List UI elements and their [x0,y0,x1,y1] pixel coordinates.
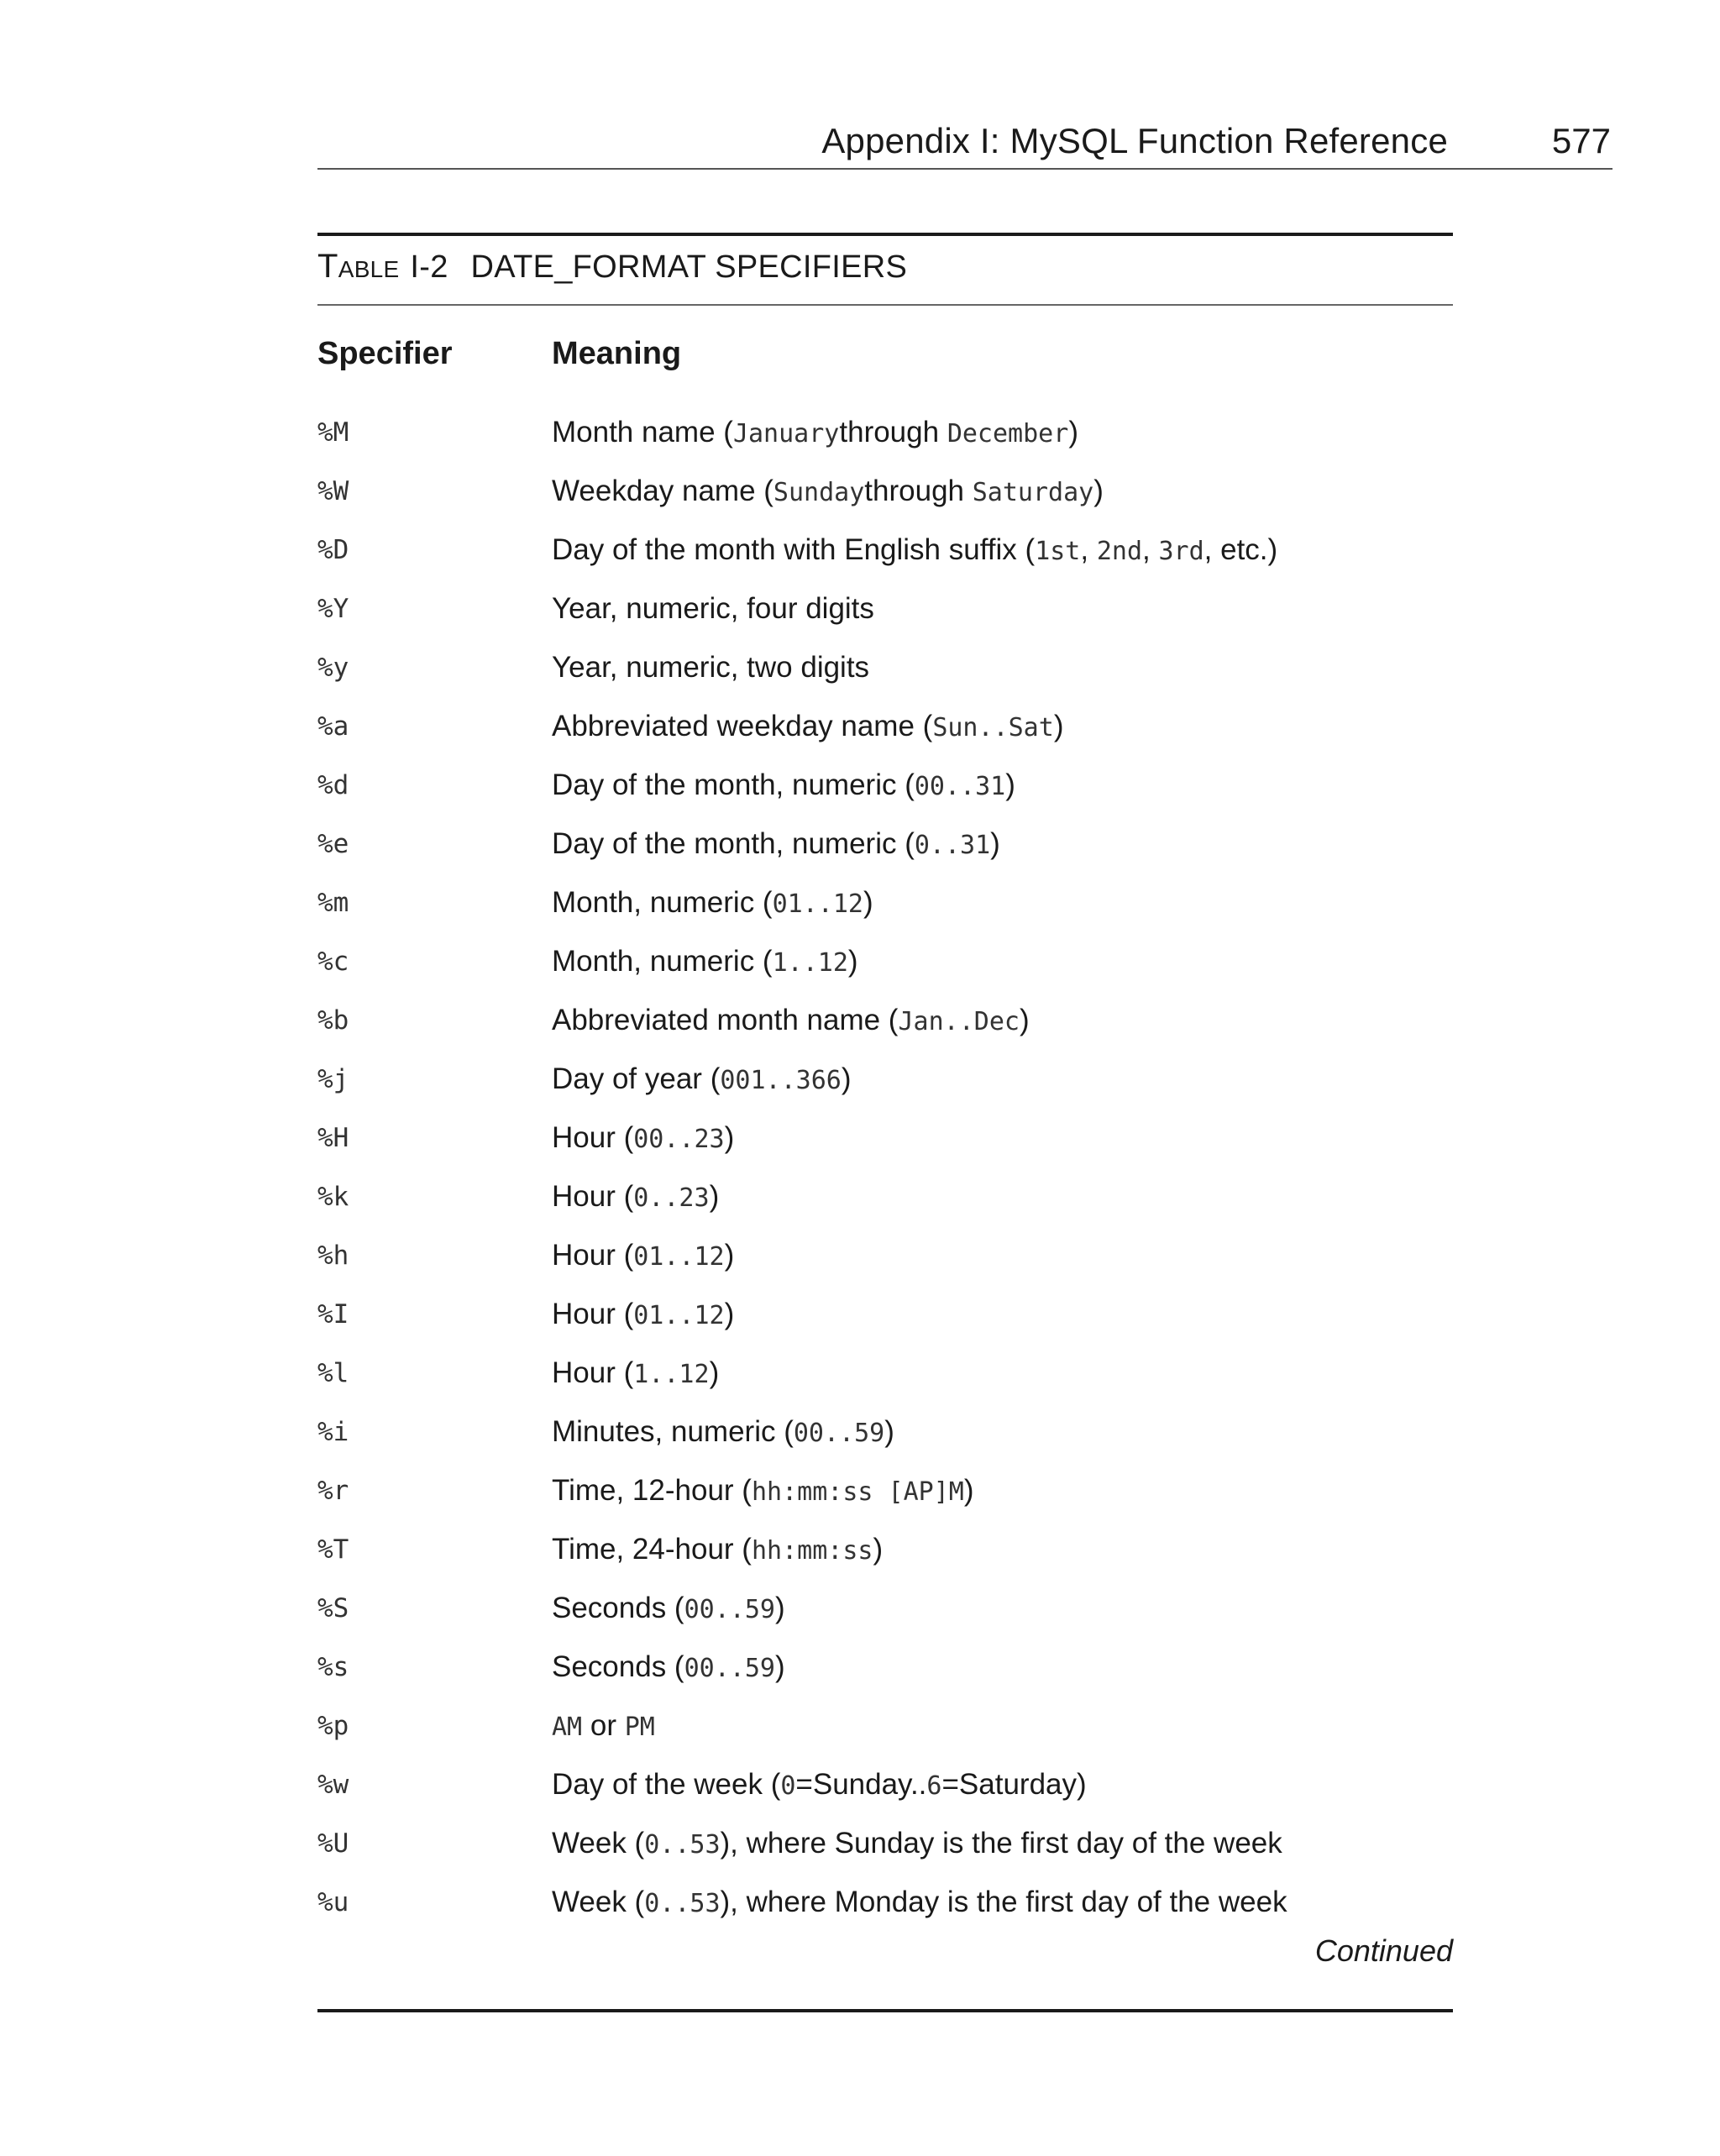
meaning-text: Seconds ( [552,1592,684,1624]
table-row [317,521,1453,580]
meaning-cell [552,475,1104,508]
specifier-cell: %u [317,1887,349,1917]
meaning-cell [552,710,1063,743]
code-literal: hh:mm:ss [AP]M [751,1477,964,1507]
table-row [317,697,1453,756]
meaning-text: ) [774,1592,785,1624]
table-row [317,1461,1453,1520]
meaning-text: Day of the month with English suffix ( [552,533,1036,566]
meaning-text: Weekday name ( [552,475,773,507]
code-literal: 00..59 [684,1595,775,1624]
code-literal: December [947,419,1069,449]
meaning-text: Week ( [552,1827,645,1860]
table-row [317,815,1453,873]
meaning-text: Hour ( [552,1356,634,1389]
table-row [317,756,1453,815]
specifier-cell: %I [317,1299,349,1330]
table-row [317,1873,1453,1932]
code-literal: 0..53 [644,1889,721,1918]
specifier-cell: %H [317,1123,349,1153]
code-literal: Sun..Sat [932,713,1054,742]
meaning-cell [552,592,874,626]
specifier-cell: %i [317,1417,349,1447]
meaning-text: Hour ( [552,1180,634,1213]
meaning-cell [552,1474,973,1508]
specifier-cell: %y [317,653,349,683]
code-literal: Sunday [773,478,865,507]
code-literal: January [732,419,840,449]
code-literal: 1st [1035,537,1081,566]
meaning-cell [552,651,869,685]
specifier-cell: %D [317,535,349,565]
table-row [317,1226,1453,1285]
meaning-cell [552,533,1277,567]
continued-label: Continued [1314,1933,1453,1968]
code-literal: AM [552,1713,583,1742]
table-row [317,1579,1453,1638]
meaning-text: ) [724,1239,735,1272]
meaning-cell [552,1709,655,1743]
specifier-cell: %M [317,417,349,448]
meaning-text: =Sunday.. [795,1768,927,1801]
meaning-cell [552,1121,734,1155]
code-literal: 0..23 [633,1183,710,1213]
meaning-text: Month name ( [552,416,733,449]
specifier-cell: %p [317,1711,349,1741]
specifier-cell: %d [317,770,349,800]
caption-title: DATE_FORMAT SPECIFIERS [470,249,908,285]
meaning-text: ) [1093,475,1104,507]
meaning-text: ) [1053,710,1064,742]
meaning-cell [552,1650,785,1684]
meaning-text: Time, 12-hour ( [552,1474,752,1507]
column-header-specifier: Specifier [317,336,453,371]
meaning-cell [552,1592,785,1625]
specifier-cell: %m [317,888,349,918]
specifier-cell: %b [317,1005,349,1036]
meaning-text: Abbreviated month name ( [552,1004,899,1036]
meaning-cell [552,1827,1282,1860]
meaning-text: ) [1068,416,1078,449]
meaning-text: ) [884,1415,894,1448]
meaning-text: ) [963,1474,974,1507]
table-row [317,1167,1453,1226]
meaning-text: ), where Sunday is the first day of the week [720,1827,1282,1860]
meaning-text: Seconds ( [552,1650,684,1683]
meaning-text: Time, 24-hour ( [552,1533,752,1566]
meaning-text: Day of the month, numeric ( [552,769,915,801]
code-literal: 3rd [1158,537,1204,566]
meaning-cell [552,827,1000,861]
meaning-text: Day of the week ( [552,1768,781,1801]
meaning-text: ) [1019,1004,1030,1036]
table-row [317,932,1453,991]
table-row [317,1050,1453,1109]
specifier-cell: %w [317,1770,349,1800]
code-literal: 0..31 [914,831,991,860]
table-row [317,1109,1453,1167]
table-row [317,873,1453,932]
specifier-cell: %W [317,476,349,506]
specifier-cell: %j [317,1064,349,1094]
table-row [317,403,1453,462]
code-literal: 001..366 [720,1066,842,1095]
table-row [317,462,1453,521]
meaning-cell [552,416,1078,449]
specifier-cell: %e [317,829,349,859]
caption-prefix: Table [317,248,400,285]
table-top-rule [317,233,1453,236]
meaning-cell [552,1768,1087,1802]
meaning-text: Hour ( [552,1239,634,1272]
meaning-text: ) [847,945,858,978]
meaning-text: ) [709,1180,720,1213]
meaning-cell [552,1298,734,1331]
code-literal: 0..53 [644,1830,721,1860]
code-literal: 00..59 [793,1419,885,1448]
table-bottom-rule [317,2009,1453,2012]
running-header [317,116,1612,170]
meaning-text: Abbreviated weekday name ( [552,710,933,742]
code-literal: 1..12 [633,1360,710,1389]
meaning-text: Hour ( [552,1121,634,1154]
column-header-meaning: Meaning [552,336,682,371]
meaning-text: Month, numeric ( [552,945,773,978]
page-number: 577 [1551,121,1611,160]
code-literal: Saturday [972,478,1094,507]
code-literal: 01..12 [633,1242,725,1272]
meaning-text: , etc.) [1203,533,1278,566]
meaning-cell [552,886,873,920]
specifier-cell: %h [317,1241,349,1271]
table-row [317,580,1453,638]
meaning-cell [552,1356,719,1390]
code-literal: PM [624,1713,655,1742]
meaning-text: Week ( [552,1886,645,1918]
meaning-text: , [1142,533,1159,566]
meaning-text: through [864,475,973,507]
specifier-cell: %l [317,1358,349,1388]
table-row [317,1697,1453,1755]
code-literal: 1..12 [772,948,848,978]
code-literal: 0 [780,1771,796,1801]
table-row [317,1638,1453,1697]
table-row [317,1520,1453,1579]
meaning-text: ) [724,1121,735,1154]
table-row [317,1344,1453,1403]
meaning-text: through [839,416,947,449]
meaning-text: Minutes, numeric ( [552,1415,794,1448]
code-literal: 00..31 [914,772,1006,801]
meaning-text: Month, numeric ( [552,886,773,919]
specifier-cell: %r [317,1476,349,1506]
specifier-cell: %c [317,947,349,977]
meaning-text: , [1080,533,1097,566]
specifier-cell: %S [317,1593,349,1624]
specifier-cell: %k [317,1182,349,1212]
meaning-text: ), where Monday is the first day of the week [720,1886,1287,1918]
meaning-text: or [582,1709,625,1742]
specifier-cell: %T [317,1534,349,1565]
meaning-text: ) [724,1298,735,1330]
table-body [317,403,1453,1932]
meaning-text: =Saturday) [941,1768,1087,1801]
meaning-text: ) [873,1533,884,1566]
meaning-cell [552,769,1015,802]
meaning-text: Year, numeric, two digits [552,651,870,684]
meaning-cell [552,1062,852,1096]
code-literal: 00..23 [633,1125,725,1154]
meaning-cell [552,1886,1287,1919]
meaning-text: ) [990,827,1000,860]
table-row [317,1755,1453,1814]
code-literal: hh:mm:ss [751,1536,873,1566]
code-literal: 2nd [1096,537,1143,566]
meaning-text: ) [709,1356,720,1389]
meaning-text: Hour ( [552,1298,634,1330]
code-literal: 01..12 [772,889,863,919]
specifier-cell: %Y [317,594,349,624]
running-title: Appendix I: MySQL Function Reference [821,121,1448,160]
specifier-cell: %U [317,1828,349,1859]
meaning-text: ) [841,1062,852,1095]
code-literal: 01..12 [633,1301,725,1330]
meaning-text: ) [774,1650,785,1683]
meaning-text: Year, numeric, four digits [552,592,874,625]
table-row [317,1814,1453,1873]
table-row [317,1403,1453,1461]
table-row [317,638,1453,697]
meaning-cell [552,1004,1030,1037]
table-row [317,1285,1453,1344]
meaning-text: Day of the month, numeric ( [552,827,915,860]
meaning-cell [552,945,858,978]
meaning-text: Day of year ( [552,1062,721,1095]
code-literal: 00..59 [684,1654,775,1683]
table-caption [317,248,907,286]
meaning-text: ) [1005,769,1015,801]
meaning-text: ) [863,886,873,919]
meaning-cell [552,1533,883,1566]
table-row [317,991,1453,1050]
caption-rule [317,304,1453,306]
code-literal: Jan..Dec [898,1007,1020,1036]
caption-number: I-2 [410,249,448,285]
code-literal: 6 [926,1771,942,1801]
meaning-cell [552,1239,734,1272]
meaning-cell [552,1415,894,1449]
meaning-cell [552,1180,719,1214]
specifier-cell: %a [317,711,349,742]
specifier-cell: %s [317,1652,349,1682]
